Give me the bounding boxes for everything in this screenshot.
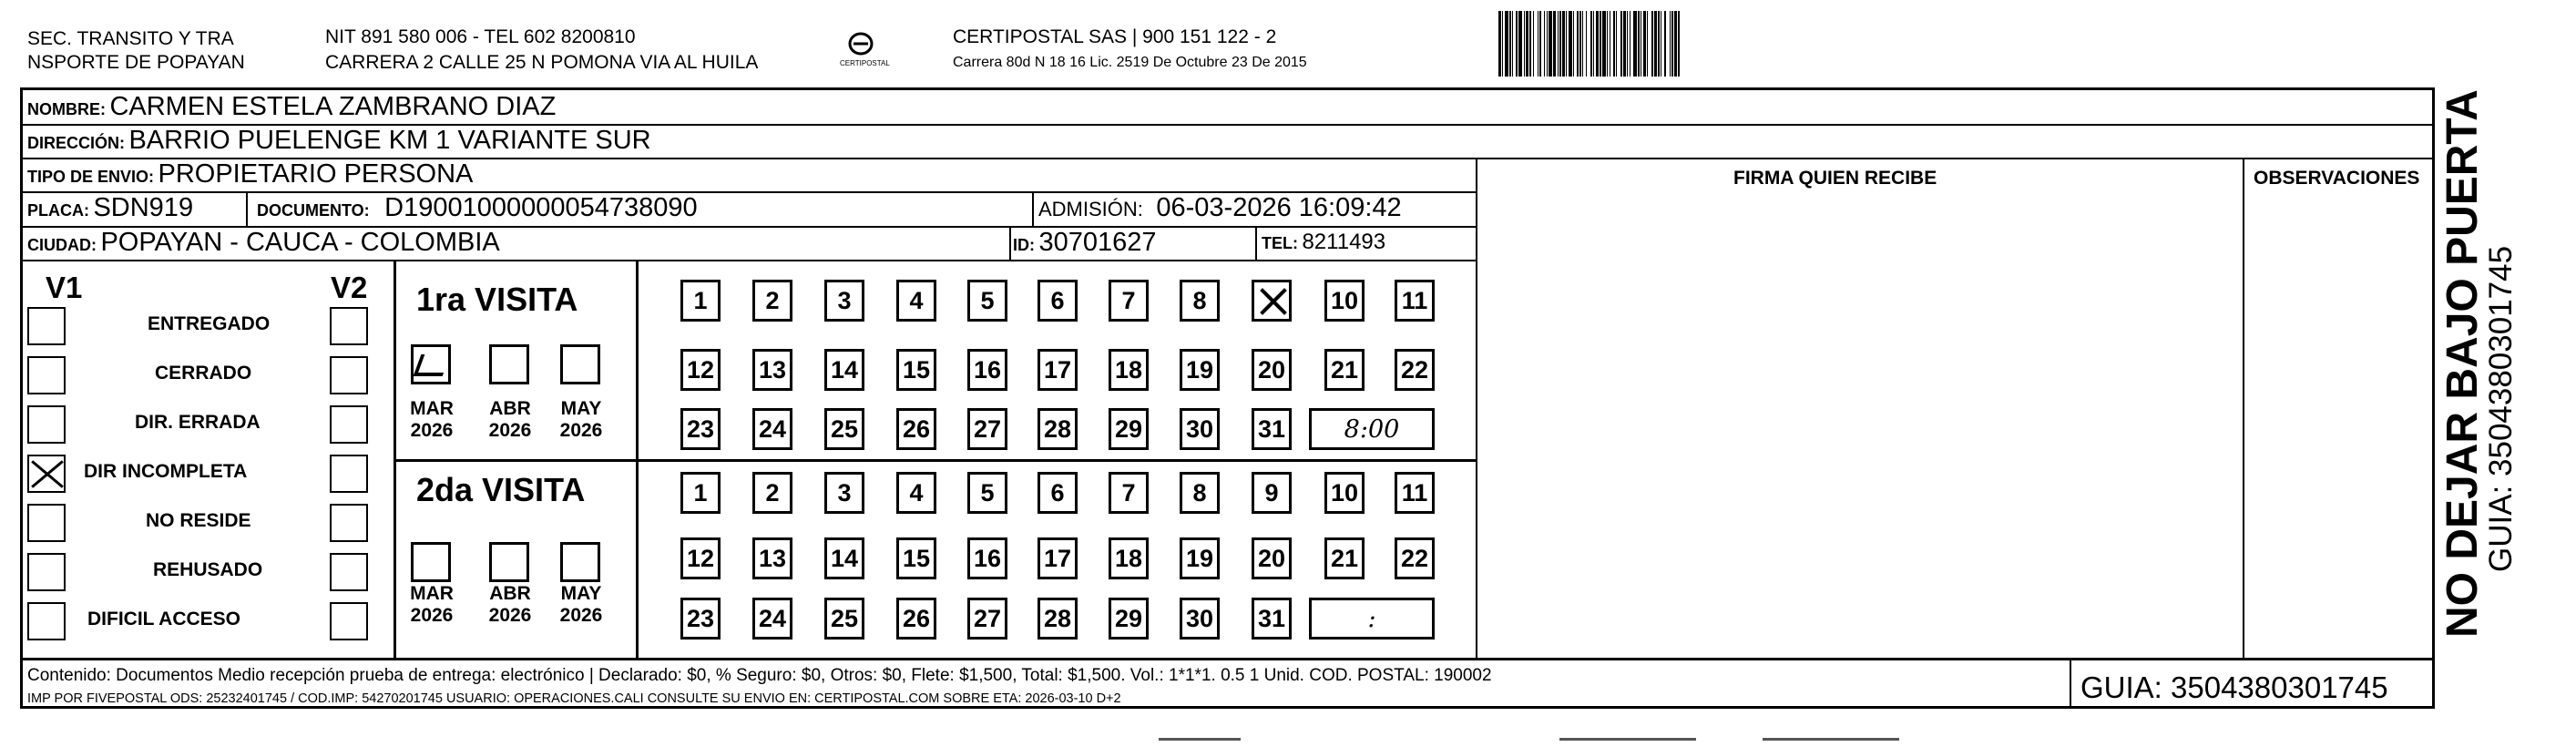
day-box[interactable]: 1 xyxy=(680,280,721,322)
v1-checkbox[interactable] xyxy=(27,455,66,493)
scan-artifact xyxy=(1159,738,1241,743)
day-box[interactable]: 28 xyxy=(1038,408,1078,450)
month-label xyxy=(549,398,613,442)
day-box[interactable]: 22 xyxy=(1395,537,1435,579)
day-box[interactable]: 15 xyxy=(896,537,936,579)
observations-header: OBSERVACIONES xyxy=(2254,168,2420,189)
day-box[interactable]: 6 xyxy=(1038,280,1078,322)
day-box[interactable]: 30 xyxy=(1180,408,1220,450)
month-label xyxy=(400,398,464,442)
day-box[interactable]: 20 xyxy=(1252,349,1292,391)
day-box[interactable]: 10 xyxy=(1324,472,1365,514)
v1-checkbox[interactable] xyxy=(27,405,66,444)
day-box[interactable]: 30 xyxy=(1180,598,1220,640)
recipient-address: BARRIO PUELENGE KM 1 VARIANTE SUR xyxy=(128,126,651,155)
day-box[interactable]: 28 xyxy=(1038,598,1078,640)
v1-checkbox[interactable] xyxy=(27,602,66,640)
month-checkbox[interactable] xyxy=(489,542,529,582)
sender-line-2: NSPORTE DE POPAYAN xyxy=(27,52,245,73)
scan-artifact xyxy=(1559,738,1696,743)
time-box[interactable]: : xyxy=(1309,598,1435,640)
month-name: MAY xyxy=(560,583,602,604)
day-box[interactable]: 21 xyxy=(1324,537,1365,579)
visit1-title: 1ra VISITA xyxy=(416,281,578,318)
day-box[interactable]: 13 xyxy=(752,349,792,391)
type-row xyxy=(27,161,473,188)
day-box[interactable]: 24 xyxy=(752,408,792,450)
day-box[interactable]: 2 xyxy=(752,472,792,514)
address-label: DIRECCIÓN: xyxy=(27,134,125,152)
v1-header: V1 xyxy=(46,271,83,304)
month-name: MAY xyxy=(560,398,602,419)
day-box[interactable]: 12 xyxy=(680,349,721,391)
document-label: DOCUMENTO: xyxy=(257,201,370,220)
day-box[interactable]: 12 xyxy=(680,537,721,579)
city-row xyxy=(27,230,500,256)
day-box[interactable]: 19 xyxy=(1180,349,1220,391)
day-box[interactable]: 26 xyxy=(896,408,936,450)
day-box[interactable]: 29 xyxy=(1109,408,1149,450)
day-box[interactable]: 7 xyxy=(1109,280,1149,322)
month-year: 2026 xyxy=(410,420,454,442)
side-note xyxy=(2438,89,2519,638)
name-label: NOMBRE: xyxy=(27,100,106,118)
day-box[interactable]: 31 xyxy=(1252,598,1292,640)
day-box[interactable] xyxy=(1252,280,1292,322)
day-box[interactable]: 17 xyxy=(1038,537,1078,579)
month-name: MAR xyxy=(410,398,454,419)
month-year: 2026 xyxy=(488,605,532,627)
month-year: 2026 xyxy=(559,605,603,627)
v1-checkbox[interactable] xyxy=(27,307,66,345)
day-box[interactable]: 27 xyxy=(967,598,1007,640)
month-checkbox[interactable] xyxy=(489,344,529,384)
day-box[interactable]: 3 xyxy=(824,472,864,514)
month-name: ABR xyxy=(489,398,531,419)
month-label xyxy=(478,398,542,442)
month-label xyxy=(549,583,613,627)
day-box[interactable]: 16 xyxy=(967,349,1007,391)
recipient-name: CARMEN ESTELA ZAMBRANO DIAZ xyxy=(109,92,557,121)
day-box[interactable]: 13 xyxy=(752,537,792,579)
day-box[interactable]: 29 xyxy=(1109,598,1149,640)
status-label: REHUSADO xyxy=(153,559,263,580)
v1-checkbox[interactable] xyxy=(27,356,66,394)
day-box[interactable]: 1 xyxy=(680,472,721,514)
document-row xyxy=(257,195,698,221)
v2-checkbox[interactable] xyxy=(330,307,368,345)
status-label: DIFICIL ACCESO xyxy=(87,609,241,629)
city-value: POPAYAN - CAUCA - COLOMBIA xyxy=(100,228,500,257)
day-box[interactable]: 5 xyxy=(967,280,1007,322)
admission-row xyxy=(1038,195,1402,221)
v2-checkbox[interactable] xyxy=(330,602,368,640)
day-box[interactable]: 11 xyxy=(1395,472,1435,514)
day-box[interactable]: 26 xyxy=(896,598,936,640)
month-checkbox[interactable] xyxy=(560,344,600,384)
day-box[interactable]: 6 xyxy=(1038,472,1078,514)
barcode-bar xyxy=(1680,11,1683,77)
v2-checkbox[interactable] xyxy=(330,553,368,591)
day-box[interactable]: 4 xyxy=(896,280,936,322)
month-year: 2026 xyxy=(410,605,454,627)
signature-header: FIRMA QUIEN RECIBE xyxy=(1733,168,1937,189)
id-value: 30701627 xyxy=(1038,228,1157,257)
document-value: D19001000000054738090 xyxy=(384,193,698,222)
status-label: CERRADO xyxy=(155,363,252,384)
side-guia: GUIA: 3504380301745 xyxy=(2483,245,2519,572)
admission-value: 06-03-2026 16:09:42 xyxy=(1156,193,1402,222)
v2-checkbox[interactable] xyxy=(330,504,368,542)
company-line-2: Carrera 80d N 18 16 Lic. 2519 De Octubre 23 De 2015 xyxy=(953,55,1307,70)
id-row xyxy=(1013,230,1156,256)
status-label: DIR INCOMPLETA xyxy=(84,461,248,482)
day-box[interactable]: 3 xyxy=(824,280,864,322)
v2-checkbox[interactable] xyxy=(330,455,368,493)
logo-caption: CERTIPOSTAL xyxy=(840,59,890,67)
day-box[interactable]: 5 xyxy=(967,472,1007,514)
day-box[interactable]: 18 xyxy=(1109,537,1149,579)
month-checkbox[interactable] xyxy=(411,344,451,384)
city-label: CIUDAD: xyxy=(27,236,97,254)
month-name: ABR xyxy=(489,583,531,604)
nit-line: NIT 891 580 006 - TEL 602 8200810 xyxy=(325,26,636,47)
side-warning: NO DEJAR BAJO PUERTA xyxy=(2438,89,2487,638)
day-box[interactable]: 4 xyxy=(896,472,936,514)
tracking-barcode xyxy=(1498,11,1995,77)
tel-row xyxy=(1262,231,1385,253)
day-box[interactable]: 24 xyxy=(752,598,792,640)
day-box[interactable]: 27 xyxy=(967,408,1007,450)
month-name: MAR xyxy=(410,583,454,604)
month-year: 2026 xyxy=(488,420,532,442)
month-checkbox[interactable] xyxy=(560,542,600,582)
day-box[interactable]: 17 xyxy=(1038,349,1078,391)
company-line-1: CERTIPOSTAL SAS | 900 151 122 - 2 xyxy=(953,26,1277,47)
v2-checkbox[interactable] xyxy=(330,405,368,444)
status-label: DIR. ERRADA xyxy=(135,412,261,433)
shipment-type: PROPIETARIO PERSONA xyxy=(158,159,474,189)
plate-label: PLACA: xyxy=(27,201,89,220)
admission-label: ADMISIÓN: xyxy=(1038,198,1143,220)
day-box[interactable]: 9 xyxy=(1252,472,1292,514)
certipostal-logo xyxy=(829,29,893,75)
day-box[interactable]: 31 xyxy=(1252,408,1292,450)
tel-value: 8211493 xyxy=(1302,230,1386,254)
visit2-title: 2da VISITA xyxy=(416,471,586,508)
type-label: TIPO DE ENVIO: xyxy=(27,168,155,186)
day-box[interactable]: 23 xyxy=(680,598,721,640)
v2-header: V2 xyxy=(331,271,368,304)
plate-value: SDN919 xyxy=(93,193,194,222)
day-box[interactable]: 25 xyxy=(824,598,864,640)
plate-row xyxy=(27,195,193,221)
sender-line-1: SEC. TRANSITO Y TRA xyxy=(27,28,234,49)
day-box[interactable]: 18 xyxy=(1109,349,1149,391)
day-box[interactable]: 14 xyxy=(824,537,864,579)
address-row xyxy=(27,128,651,154)
v1-checkbox[interactable] xyxy=(27,553,66,591)
month-checkbox[interactable] xyxy=(411,542,451,582)
v2-checkbox[interactable] xyxy=(330,356,368,394)
id-label: ID: xyxy=(1013,236,1035,254)
month-year: 2026 xyxy=(559,420,603,442)
scan-artifact xyxy=(1763,738,1899,743)
day-box[interactable]: 14 xyxy=(824,349,864,391)
v1-checkbox[interactable] xyxy=(27,504,66,542)
footer-content: Contenido: Documentos Medio recepción prueba de entrega: electrónico | Declarado: $0, % Seguro: $0, Otros: $0, Flete: $1,500, Total: $1,500. Vol.: 1*1*1. 0.5 1 Unid. COD. POSTAL: 190002 xyxy=(27,666,1492,685)
name-row xyxy=(27,94,556,120)
day-box[interactable]: 20 xyxy=(1252,537,1292,579)
day-box[interactable]: 10 xyxy=(1324,280,1365,322)
day-box[interactable]: 15 xyxy=(896,349,936,391)
time-box[interactable]: 8:00 xyxy=(1309,408,1435,450)
day-box[interactable]: 16 xyxy=(967,537,1007,579)
day-box[interactable]: 7 xyxy=(1109,472,1149,514)
day-box[interactable]: 8 xyxy=(1180,472,1220,514)
month-label xyxy=(400,583,464,627)
day-box[interactable]: 23 xyxy=(680,408,721,450)
day-box[interactable]: 19 xyxy=(1180,537,1220,579)
day-box[interactable]: 2 xyxy=(752,280,792,322)
footer-imp: IMP POR FIVEPOSTAL ODS: 25232401745 / COD.IMP: 54270201745 USUARIO: OPERACIONES.CALI CONSULTE SU ENVIO EN: CERTIPOSTAL.COM SOBRE ETA: 2026-03-10 D+2 xyxy=(27,691,1121,706)
day-box[interactable]: 22 xyxy=(1395,349,1435,391)
status-label: NO RESIDE xyxy=(146,510,251,531)
tel-label: TEL: xyxy=(1262,234,1298,252)
month-label xyxy=(478,583,542,627)
status-label: ENTREGADO xyxy=(148,313,271,334)
footer-guia: GUIA: 3504380301745 xyxy=(2080,670,2388,704)
day-box[interactable]: 21 xyxy=(1324,349,1365,391)
day-box[interactable]: 8 xyxy=(1180,280,1220,322)
day-box[interactable]: 25 xyxy=(824,408,864,450)
address-line: CARRERA 2 CALLE 25 N POMONA VIA AL HUILA xyxy=(325,52,759,73)
day-box[interactable]: 11 xyxy=(1395,280,1435,322)
